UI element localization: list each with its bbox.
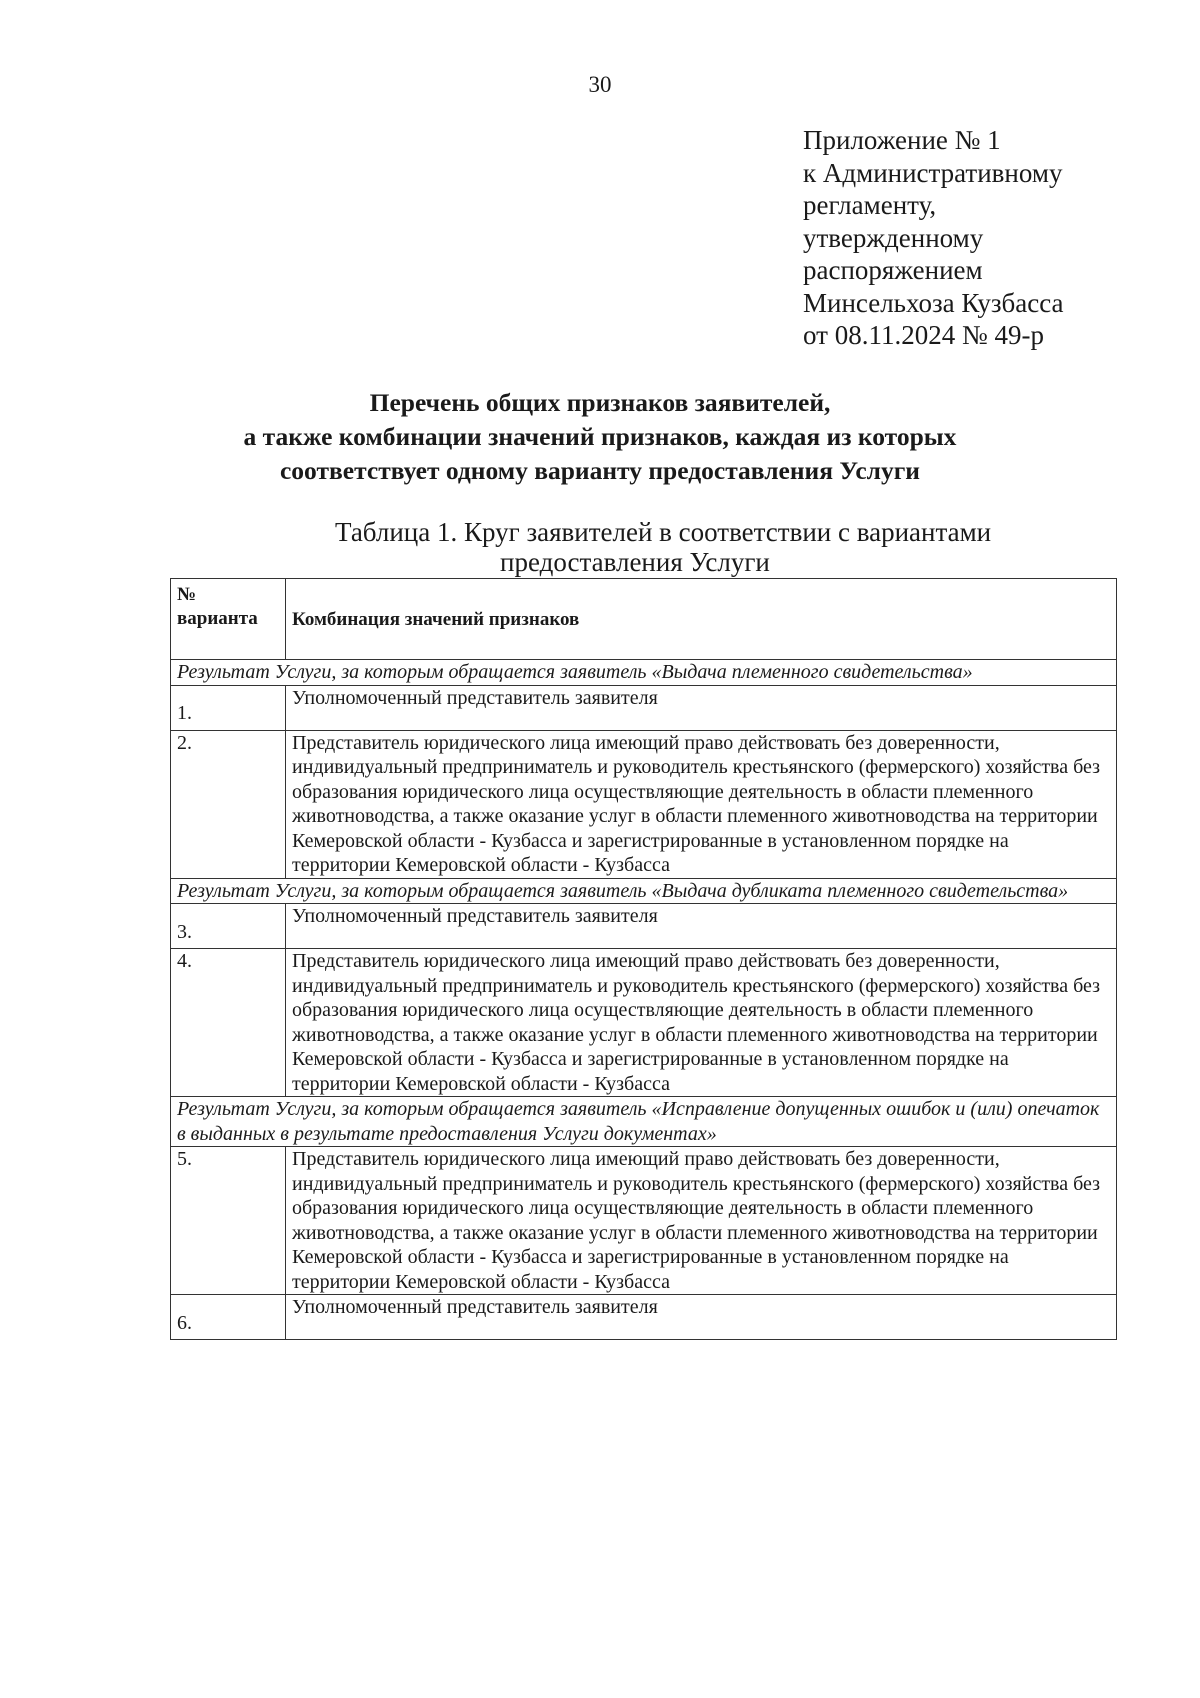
appendix-line: к Административному	[803, 157, 1063, 188]
section-row	[171, 878, 1117, 904]
variant-description: Представитель юридического лица имеющий право действовать без доверенности, индивидуальный предприниматель и руководитель крестьянского (фермерского) хозяйства без образования юридического лица осуществляющие деятельность в области племенного животноводства, а также оказание услуг в области племенного животноводства на территории Кемеровской области - Кузбасса и зарегистрированные в установленном порядке на территории Кемеровской области - Кузбасса	[286, 730, 1117, 878]
caption-line-2: предоставления Услуги	[500, 547, 770, 577]
title-line: а также комбинации значений признаков, каждая из которых	[243, 422, 957, 451]
variant-description: Представитель юридического лица имеющий право действовать без доверенности, индивидуальный предприниматель и руководитель крестьянского (фермерского) хозяйства без образования юридического лица осуществляющие деятельность в области племенного животноводства, а также оказание услуг в области племенного животноводства на территории Кемеровской области - Кузбасса и зарегистрированные в установленном порядке на территории Кемеровской области - Кузбасса	[286, 949, 1117, 1097]
appendix-line: Приложение № 1	[803, 125, 1001, 155]
title-line: соответствует одному варианту предоставления Услуги	[279, 456, 920, 485]
variant-description: Уполномоченный представитель заявителя	[286, 685, 1117, 730]
table-row	[171, 1295, 1117, 1340]
table-header-row	[171, 579, 1117, 660]
section-label: Результат Услуги, за которым обращается заявитель «Исправление допущенных ошибок и (или) опечаток в выданных в результате предоставления Услуги документах»	[171, 1097, 1117, 1147]
variant-description: Уполномоченный представитель заявителя	[286, 1295, 1117, 1340]
table-row	[171, 949, 1117, 1097]
table-row	[171, 1147, 1117, 1295]
appendix-line: регламенту,	[803, 190, 937, 220]
variants-table	[170, 578, 1117, 1340]
section-label: Результат Услуги, за которым обращается заявитель «Выдача племенного свидетельства»	[171, 660, 1117, 686]
table-row	[171, 685, 1117, 730]
variant-number: 5.	[171, 1147, 286, 1295]
variant-number: 2.	[171, 730, 286, 878]
section-label: Результат Услуги, за которым обращается заявитель «Выдача дубликата племенного свидетельства»	[171, 878, 1117, 904]
table-row	[171, 730, 1117, 878]
section-row	[171, 1097, 1117, 1147]
document-title	[0, 386, 1200, 488]
appendix-line: утвержденному	[803, 222, 984, 253]
page-number: 30	[588, 72, 612, 97]
header-combination: Комбинация значений признаков	[286, 579, 1117, 660]
appendix-block	[803, 124, 1143, 352]
title-line: Перечень общих признаков заявителей,	[369, 388, 831, 417]
table-row	[171, 904, 1117, 949]
appendix-line: Минсельхоза Кузбасса	[803, 287, 1064, 318]
caption-line-1: Таблица 1. Круг заявителей в соответствии с вариантами	[335, 517, 992, 547]
header-variant-number: № варианта	[171, 579, 286, 660]
variant-number: 1.	[171, 685, 286, 730]
appendix-line: распоряжением	[803, 255, 983, 285]
section-row	[171, 660, 1117, 686]
variant-number: 4.	[171, 949, 286, 1097]
variant-description: Представитель юридического лица имеющий право действовать без доверенности, индивидуальный предприниматель и руководитель крестьянского (фермерского) хозяйства без образования юридического лица осуществляющие деятельность в области племенного животноводства, а также оказание услуг в области племенного животноводства на территории Кемеровской области - Кузбасса и зарегистрированные в установленном порядке на территории Кемеровской области - Кузбасса	[286, 1147, 1117, 1295]
variant-number: 6.	[171, 1295, 286, 1340]
variant-number: 3.	[171, 904, 286, 949]
appendix-line: от 08.11.2024 № 49-р	[803, 320, 1044, 350]
variant-description: Уполномоченный представитель заявителя	[286, 904, 1117, 949]
